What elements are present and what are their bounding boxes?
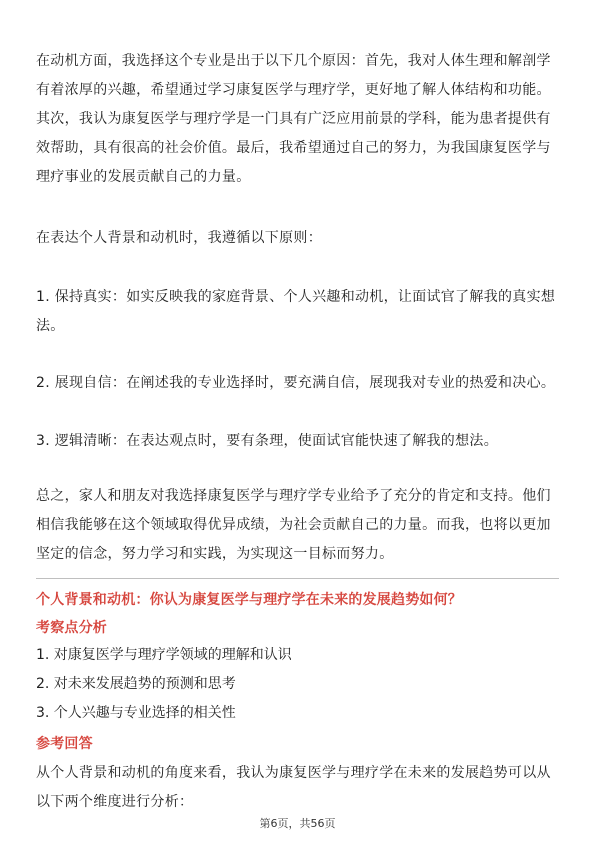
answer-heading: 参考回答 — [36, 736, 93, 752]
question-title: 个人背景和动机：你认为康复医学与理疗学在未来的发展趋势如何？ — [36, 592, 462, 608]
paragraph-principles-intro: 在表达个人背景和动机时，我遵循以下原则： — [36, 230, 322, 246]
paragraph-conclusion: 总之，家人和朋友对我选择康复医学与理疗学专业给予了充分的肯定和支持。他们相信我能够在这个领域取得优异成绩，为社会贡献自己的力量。而我，也将以更加坚定的信念，努力学习和实践，为实现这一目标而努力。 — [36, 488, 551, 562]
analysis-item-1: 1. 对康复医学与理疗学领域的理解和认识 — [36, 647, 292, 663]
paragraph-principle-3: 3. 逻辑清晰：在表达观点时，要有条理，使面试官能快速了解我的想法。 — [36, 433, 499, 449]
paragraph-motivation: 在动机方面，我选择这个专业是出于以下几个原因：首先，我对人体生理和解剖学有着浓厚的兴趣，希望通过学习康复医学与理疗学，更好地了解人体结构和功能。其次，我认为康复医学与理疗学是一门具有广泛应用前景的学科，能为患者提供有效帮助，具有很高的社会价值。最后，我希望通过自己的努力，为我国康复医学与理疗事业的发展贡献自己的力量。 — [36, 53, 551, 185]
answer-paragraph: 从个人背景和动机的角度来看，我认为康复医学与理疗学在未来的发展趋势可以从以下两个维度进行分析： — [36, 765, 551, 810]
analysis-item-2: 2. 对未来发展趋势的预测和思考 — [36, 676, 236, 692]
page-number: 第6页，共56页 — [259, 817, 336, 830]
paragraph-principle-2: 2. 展现自信：在阐述我的专业选择时，要充满自信，展现我对专业的热爱和决心。 — [36, 375, 556, 391]
section-divider — [36, 578, 559, 579]
analysis-item-3: 3. 个人兴趣与专业选择的相关性 — [36, 705, 236, 721]
analysis-heading: 考察点分析 — [36, 620, 107, 636]
paragraph-principle-1: 1. 保持真实：如实反映我的家庭背景、个人兴趣和动机，让面试官了解我的真实想法。 — [36, 289, 556, 334]
